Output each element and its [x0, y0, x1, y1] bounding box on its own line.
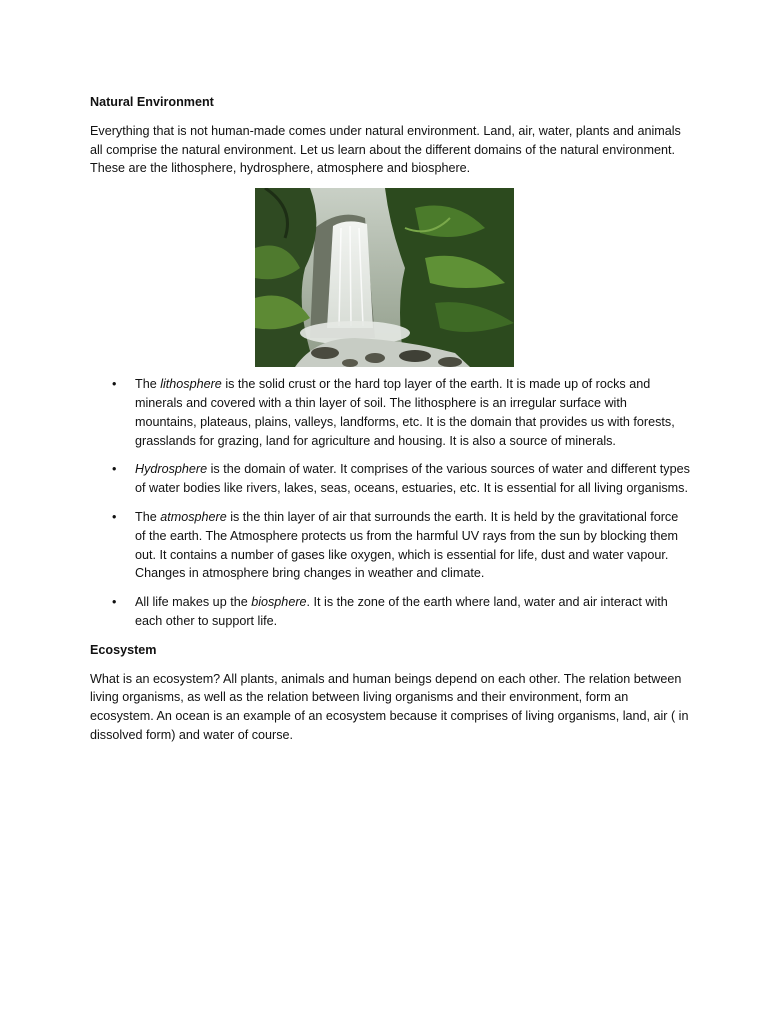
section-heading-ecosystem: Ecosystem: [90, 642, 157, 657]
list-item-hydrosphere: [112, 460, 690, 498]
document-content: [90, 93, 690, 755]
waterfall-image: [255, 188, 514, 367]
list-item-lithosphere: [112, 375, 690, 450]
bullet-symbol: •: [112, 509, 117, 524]
intro-paragraph: Everything that is not human-made comes under natural environment. Land, air, water, plants and animals all comprise the natural environment. Let us learn about the different domains of the natural environment. These are the lithosphere, hydrosphere, atmosphere and biosphere.: [90, 123, 681, 176]
list-item-text: All life makes up the: [135, 595, 252, 610]
bullet-symbol: •: [112, 595, 117, 610]
bullet-symbol: •: [112, 377, 117, 392]
list-item-biosphere: [112, 593, 690, 631]
list-item-text: is the thin layer of air that surrounds the earth. It is held by the gravitational force of the earth. The Atmosphere protects us from the harmful UV rays from the sun by blocking them out. It contains a number of gases like oxygen, which is essential for life, dust and water vapour. Changes in atmosphere bring changes in weather and climate.: [135, 509, 679, 581]
term-lithosphere: lithosphere: [160, 377, 222, 392]
list-item-text: is the solid crust or the hard top layer of the earth. It is made up of rocks and minerals and covered with a thin layer of soil. The lithosphere is an irregular surface with mountains, plateaus, plains, valleys, landforms, etc. It is the domain that provides us with forests, grasslands for grazing, land for agriculture and housing. It is also a source of minerals.: [135, 377, 675, 448]
list-item-text: The: [135, 377, 161, 392]
domains-list: [90, 375, 690, 631]
list-item-text: . It is the zone of the earth where land, water and air interact with each other to support life.: [135, 595, 668, 628]
list-item-text: is the domain of water. It comprises of the various sources of water and different types of water bodies like rivers, lakes, seas, oceans, estuaries, etc. It is essential for all living organisms.: [135, 462, 690, 496]
list-item-atmosphere: [112, 508, 690, 583]
ecosystem-paragraph: What is an ecosystem? All plants, animals and human beings depend on each other. The relation between living organisms, as well as the relation between living organisms and their environment, form an ecosystem. An ocean is an example of an ecosystem because it comprises of living organisms, land, air ( in dissolved form) and water of course.: [90, 671, 689, 742]
term-hydrosphere: Hydrosphere: [135, 462, 208, 477]
term-atmosphere: atmosphere: [160, 509, 227, 524]
list-item-text: The: [135, 509, 161, 524]
term-biosphere: biosphere: [251, 595, 307, 610]
section-heading-natural-environment: Natural Environment: [90, 95, 214, 109]
bullet-symbol: •: [112, 462, 117, 477]
